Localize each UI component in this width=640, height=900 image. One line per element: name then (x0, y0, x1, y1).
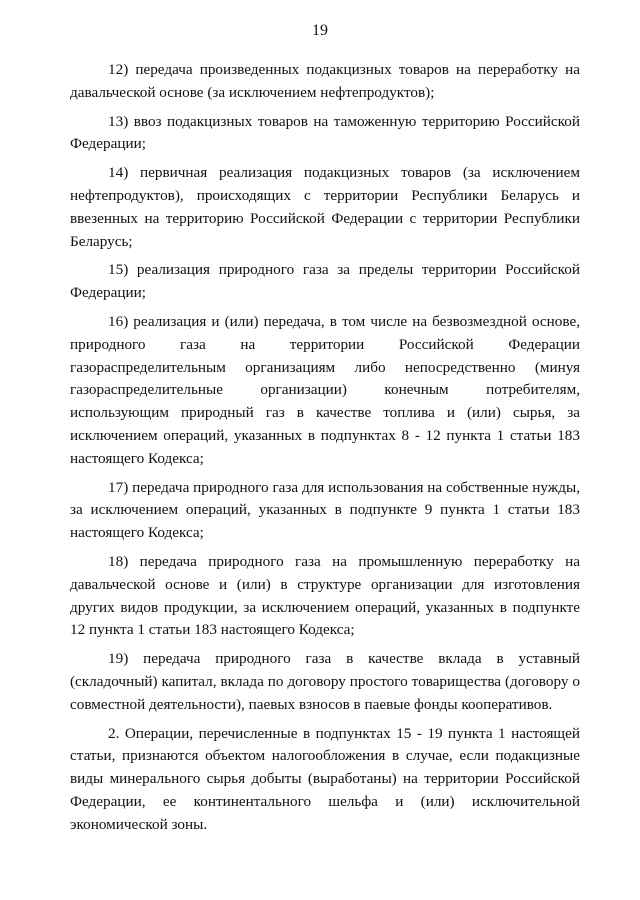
paragraph-item-12: 12) передача произведенных подакцизных товаров на переработку на давальческой основе (за исключением нефтепродуктов); (70, 61, 580, 101)
page-number: 19 (312, 22, 328, 39)
paragraph-item-17: 17) передача природного газа для использования на собственные нужды, за исключением операций, указанных в подпункте 9 пункта 1 статьи 183 настоящего Кодекса; (70, 478, 580, 542)
paragraph-item-14: 14) первичная реализация подакцизных товаров (за исключением нефтепродуктов), происходящих с территории Республики Беларусь и ввезенных на территорию Российской Федерации с территории Республики Беларусь; (70, 164, 580, 250)
paragraph-clause-2: 2. Операции, перечисленные в подпунктах 15 - 19 пункта 1 настоящей статьи, признаются объектом налогообложения в случае, если подакцизные виды минерального сырья добыты (выработаны) на территории Российской Федерации, ее континентального шельфа и (или) исключительной экономической зоны. (70, 724, 580, 833)
paragraph-item-18: 18) передача природного газа на промышленную переработку на давальческой основе и (или) в структуре организации для изготовления других видов продукции, за исключением операций, указанных в подпункте 12 пункта 1 статьи 183 настоящего Кодекса; (70, 552, 580, 639)
paragraph-item-16: 16) реализация и (или) передача, в том числе на безвозмездной основе, природного газа на территории Российской Федерации газораспределительным организациям либо непосредственно (минуя газораспределительные организации) конечным потребителям, использующим природный газ в качестве топлива и (или) сырья, за исключением операций, указанных в подпунктах 8 - 12 пункта 1 статьи 183 настоящего Кодекса; (70, 312, 580, 467)
document-body (70, 59, 580, 843)
paragraph-item-19: 19) передача природного газа в качестве вклада в уставный (складочный) капитал, вклада по договору простого товарищества (договору о совместной деятельности), паевых взносов в паевые фонды кооперативов. (70, 650, 580, 713)
paragraph-item-13: 13) ввоз подакцизных товаров на таможенную территорию Российской Федерации; (70, 112, 580, 153)
paragraph-item-15: 15) реализация природного газа за пределы территории Российской Федерации; (70, 261, 580, 302)
